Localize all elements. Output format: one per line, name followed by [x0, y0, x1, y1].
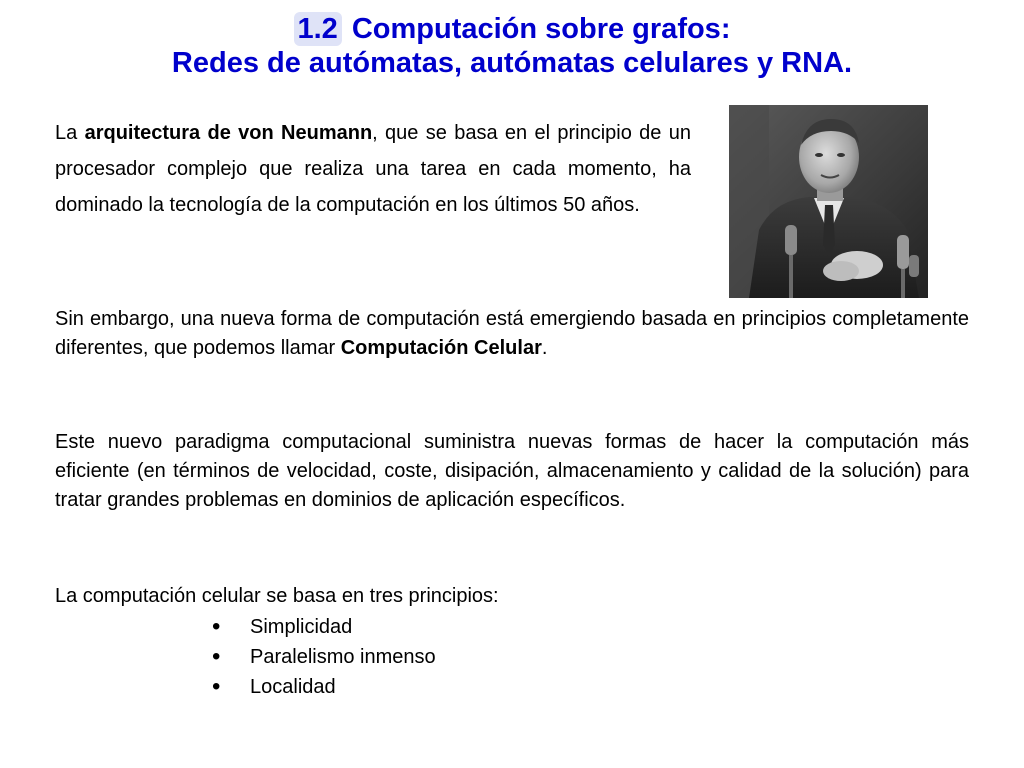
- bullet-icon: •: [212, 643, 221, 670]
- bullet-icon: •: [212, 673, 221, 700]
- intro-bold-term: arquitectura de von Neumann: [84, 122, 373, 144]
- title-line-2: Redes de autómatas, autómatas celulares y RNA.: [171, 47, 853, 79]
- paragraph2-text: Sin embargo, una nueva forma de computación está emergiendo basada en principios completamente diferentes, que podemos llamar: [55, 308, 969, 359]
- bullet-icon: •: [212, 613, 221, 640]
- title-text: Computación sobre grafos:: [351, 13, 731, 45]
- intro-paragraph: [55, 115, 691, 223]
- portrait-image: [729, 105, 928, 298]
- paragraph-principles-intro: La computación celular se basa en tres principios:: [55, 585, 499, 607]
- portrait-photo: [729, 105, 928, 298]
- list-item-label: Localidad: [250, 676, 336, 698]
- intro-prefix: La: [55, 122, 85, 144]
- paragraph-cellular-computing: [55, 305, 969, 363]
- paragraph2-bold-term: Computación Celular: [340, 337, 542, 359]
- list-item: [210, 672, 436, 702]
- slide-title: [0, 12, 1024, 80]
- principles-list: [210, 612, 436, 702]
- title-line-1: [0, 12, 1024, 46]
- paragraph-new-paradigm: Este nuevo paradigma computacional suministra nuevas formas de hacer la computación más eficiente (en términos de velocidad, coste, disipación, almacenamiento y calidad de la solución) para tratar grandes problemas en dominios de aplicación específicos.: [55, 431, 969, 511]
- intro-suffix: , que se basa en el principio de un procesador complejo que realiza una tarea en cada momento, ha dominado la tecnología de la computación en los últimos 50 años.: [55, 122, 691, 216]
- list-item: [210, 642, 436, 672]
- section-number: 1.2: [294, 12, 342, 46]
- list-item-label: Paralelismo inmenso: [250, 646, 436, 668]
- list-item-label: Simplicidad: [250, 616, 353, 638]
- list-item: [210, 612, 436, 642]
- paragraph2-end: .: [541, 337, 548, 359]
